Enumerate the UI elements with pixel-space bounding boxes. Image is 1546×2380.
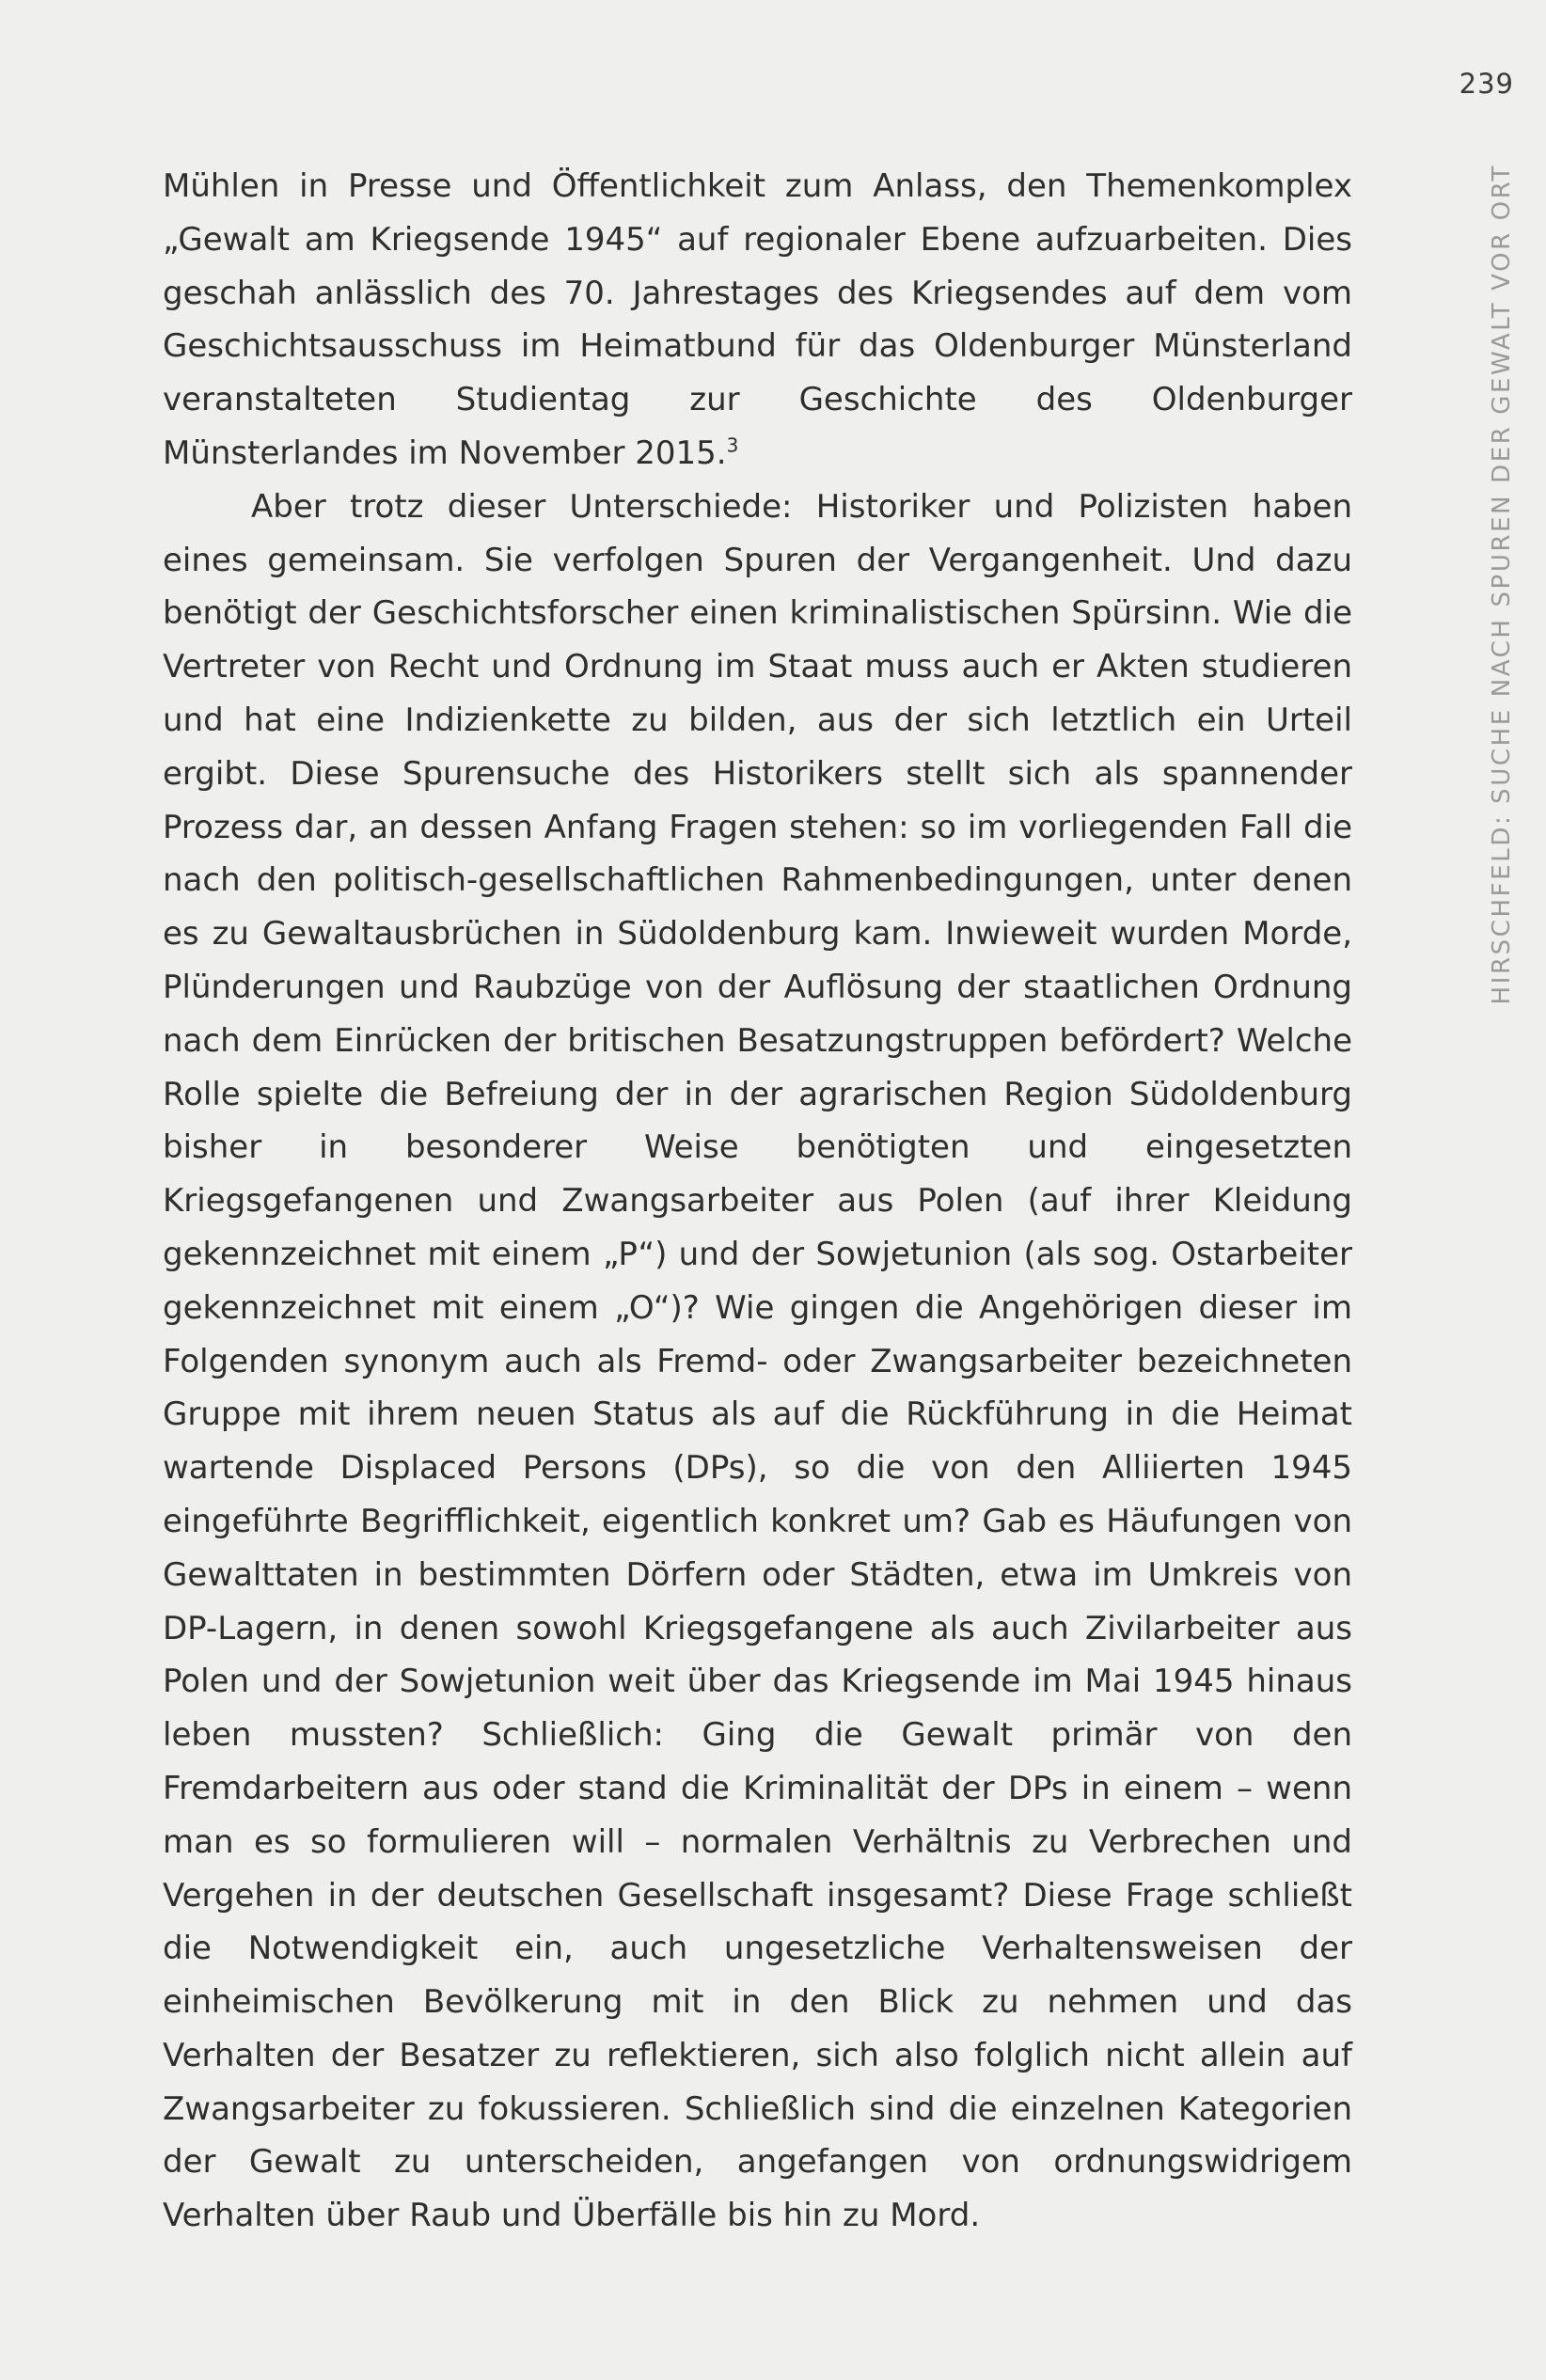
running-head: HIRSCHFELD: SUCHE NACH SPUREN DER GEWALT VOR ORT bbox=[1488, 164, 1516, 1005]
footnote-marker: 3 bbox=[726, 433, 739, 457]
page-number: 239 bbox=[1459, 68, 1514, 100]
paragraph-2-text: Aber trotz dieser Unterschiede: Historiker und Polizisten haben eines gemeinsam. Sie verfolgen Spuren der Vergangenheit. Und dazu benötigt der Geschichtsforscher einen kriminalistischen Spürsinn. Wie die Vertreter von Recht und Ordnung im Staat muss auch er Akten studieren und hat eine Indizienkette zu bilden, aus der sich letztlich ein Urteil ergibt. Diese Spurensuche des Historikers stellt sich als spannender Prozess dar, an dessen Anfang Fragen stehen: so im vorliegenden Fall die nach den politisch-gesellschaftlichen Rahmenbedingungen, unter denen es zu Gewaltausbrüchen in Südoldenburg kam. Inwieweit wurden Morde, Plünderungen und Raubzüge von der Auflösung der staatlichen Ordnung nach dem Einrücken der britischen Besatzungstruppen befördert? Welche Rolle spielte die Befreiung der in der agrarischen Region Südoldenburg bisher in besonderer Weise benötigten und eingesetzten Kriegsgefangenen und Zwangsarbeiter aus Polen (auf ihrer Kleidung gekennzeichnet mit einem „P“) und der Sowjetunion (als sog. Ostarbeiter gekennzeichnet mit einem „O“)? Wie gingen die Angehörigen dieser im Folgenden synonym auch als Fremd- oder Zwangsarbeiter bezeichneten Gruppe mit ihrem neuen Status als auf die Rückführung in die Heimat wartende Displaced Persons (DPs), so die von den Alliierten 1945 eingeführte Begrifflichkeit, eigentlich konkret um? Gab es Häufungen von Gewalttaten in bestimmten Dörfern oder Städten, etwa im Umkreis von DP-Lagern, in denen sowohl Kriegsgefangene als auch Zivilarbeiter aus Polen und der Sowjetunion weit über das Kriegsende im Mai 1945 hinaus leben mussten? Schließlich: Ging die Gewalt primär von den Fremdarbeitern aus oder stand die Kriminalität der DPs in einem – wenn man es so formulieren will – normalen Verhältnis zu Verbrechen und Vergehen in der deutschen Gesellschaft insgesamt? Diese Frage schließt die Notwendigkeit ein, auch ungesetzliche Verhaltensweisen der einheimischen Bevölkerung mit in den Blick zu nehmen und das Verhalten der Besatzer zu reflektieren, sich also folglich nicht allein auf Zwangsarbeiter zu fokussieren. Schließlich sind die einzelnen Kategorien der Gewalt zu unterscheiden, angefangen von ordnungswidrigem Verhalten über Raub und Überfälle bis hin zu Mord. bbox=[163, 487, 1352, 2235]
paragraph-2 bbox=[163, 481, 1352, 2243]
paragraph-1 bbox=[163, 160, 1352, 481]
body-text bbox=[163, 160, 1352, 2243]
paragraph-1-text: Mühlen in Presse und Öffentlichkeit zum Anlass, den Themenkomplex „Gewalt am Kriegsende 1945“ auf regionaler Ebene aufzuarbeiten. Dies geschah anlässlich des 70. Jahrestages des Kriegsendes auf dem vom Geschichtsausschuss im Heimatbund für das Oldenburger Münsterland veranstalteten Studientag zur Geschichte des Oldenburger Münsterlandes im November 2015. bbox=[163, 167, 1352, 472]
